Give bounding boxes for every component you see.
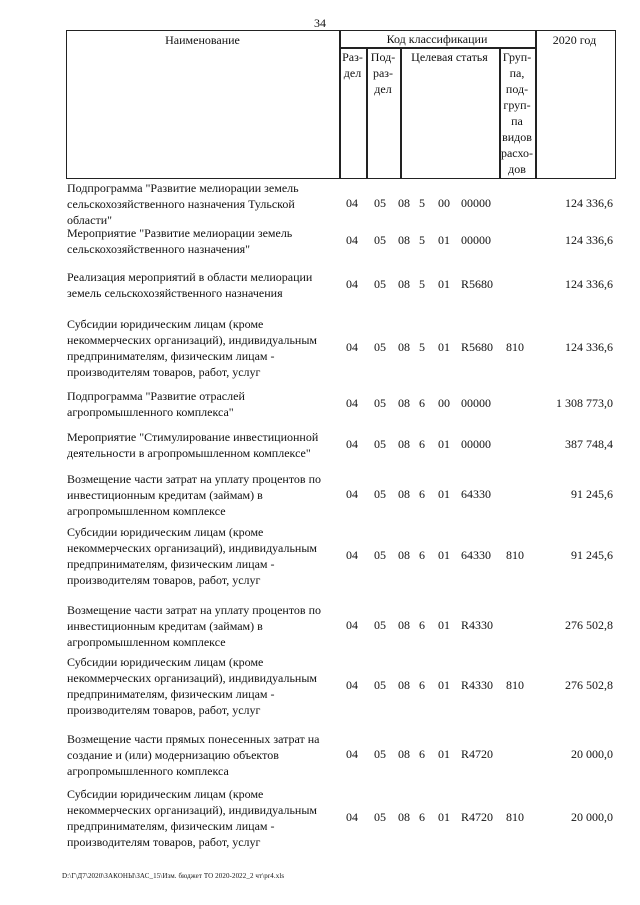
row-direction: 00000 bbox=[461, 396, 491, 410]
row-event: 01 bbox=[438, 618, 450, 632]
row-name: Мероприятие "Развитие мелиорации земель сельскохозяйственного назначения" bbox=[67, 226, 293, 256]
table-row bbox=[0, 316, 640, 380]
row-name: Субсидии юридическим лицам (кроме некоммерческих организаций), индивидуальным предпринимателям, физическим лицам - производителям товаров, работ, услуг bbox=[67, 525, 317, 587]
row-amount: 1 308 773,0 bbox=[556, 396, 613, 410]
row-program: 08 bbox=[398, 233, 410, 247]
row-podrazdel: 05 bbox=[374, 437, 386, 451]
row-podrazdel: 05 bbox=[374, 487, 386, 501]
table-row bbox=[0, 388, 640, 420]
row-program: 08 bbox=[398, 747, 410, 761]
header-target-label: Целевая статья bbox=[411, 50, 488, 64]
row-program: 08 bbox=[398, 277, 410, 291]
row-name: Подпрограмма "Развитие мелиорации земель сельскохозяйственного назначения Тульской области" bbox=[67, 181, 299, 227]
row-direction: R4330 bbox=[461, 678, 494, 692]
table-row bbox=[0, 786, 640, 850]
header-year-label: 2020 год bbox=[552, 33, 597, 47]
table-row bbox=[0, 225, 640, 257]
row-subprogram: 5 bbox=[419, 340, 425, 354]
row-event: 01 bbox=[438, 678, 450, 692]
row-subprogram: 6 bbox=[419, 487, 425, 501]
page-number: 34 bbox=[314, 16, 326, 30]
row-razdel: 04 bbox=[346, 233, 358, 247]
row-amount: 276 502,8 bbox=[565, 618, 613, 632]
row-direction: R4720 bbox=[461, 747, 494, 761]
header-target-cell bbox=[400, 47, 501, 179]
row-amount: 124 336,6 bbox=[565, 233, 613, 247]
row-amount: 20 000,0 bbox=[571, 810, 613, 824]
row-amount: 124 336,6 bbox=[565, 196, 613, 210]
row-event: 00 bbox=[438, 396, 450, 410]
row-razdel: 04 bbox=[346, 277, 358, 291]
row-podrazdel: 05 bbox=[374, 396, 386, 410]
table-row bbox=[0, 269, 640, 301]
row-program: 08 bbox=[398, 618, 410, 632]
row-amount: 91 245,6 bbox=[571, 487, 613, 501]
row-program: 08 bbox=[398, 487, 410, 501]
row-name: Субсидии юридическим лицам (кроме некоммерческих организаций), индивидуальным предпринимателям, физическим лицам - производителям товаров, работ, услуг bbox=[67, 655, 317, 717]
row-event: 01 bbox=[438, 340, 450, 354]
row-razdel: 04 bbox=[346, 810, 358, 824]
header-name-label: Наименование bbox=[165, 33, 240, 47]
row-direction: 00000 bbox=[461, 233, 491, 247]
table-row bbox=[0, 602, 640, 650]
row-subprogram: 5 bbox=[419, 277, 425, 291]
row-program: 08 bbox=[398, 196, 410, 210]
row-program: 08 bbox=[398, 548, 410, 562]
row-podrazdel: 05 bbox=[374, 340, 386, 354]
row-name: Субсидии юридическим лицам (кроме некоммерческих организаций), индивидуальным предпринимателям, физическим лицам - производителям товаров, работ, услуг bbox=[67, 787, 317, 849]
file-path-footer: D:\Г\Д7\2020\ЗАКОНЫ\ЗАС_15\Изм. бюджет ТО 2020-2022_2 чт\pr4.xls bbox=[62, 872, 285, 880]
row-podrazdel: 05 bbox=[374, 810, 386, 824]
row-podrazdel: 05 bbox=[374, 277, 386, 291]
row-program: 08 bbox=[398, 437, 410, 451]
row-subprogram: 6 bbox=[419, 618, 425, 632]
row-event: 01 bbox=[438, 548, 450, 562]
row-direction: R5680 bbox=[461, 277, 494, 291]
row-razdel: 04 bbox=[346, 678, 358, 692]
table-row bbox=[0, 524, 640, 588]
header-razdel-label: Раз- дел bbox=[342, 50, 363, 80]
row-event: 01 bbox=[438, 233, 450, 247]
row-subprogram: 6 bbox=[419, 396, 425, 410]
row-amount: 276 502,8 bbox=[565, 678, 613, 692]
row-subprogram: 6 bbox=[419, 810, 425, 824]
row-name: Возмещение части прямых понесенных затрат на создание и (или) модернизацию объектов агропромышленного комплекса bbox=[67, 732, 320, 778]
row-group: 810 bbox=[506, 678, 524, 692]
row-direction: 00000 bbox=[461, 437, 491, 451]
row-group: 810 bbox=[506, 340, 524, 354]
row-group: 810 bbox=[506, 548, 524, 562]
table-row bbox=[0, 731, 640, 779]
row-razdel: 04 bbox=[346, 396, 358, 410]
row-amount: 20 000,0 bbox=[571, 747, 613, 761]
row-direction: R4720 bbox=[461, 810, 494, 824]
row-amount: 124 336,6 bbox=[565, 340, 613, 354]
header-code-label: Код классификации bbox=[386, 32, 488, 46]
row-name: Возмещение части затрат на уплату процентов по инвестиционным кредитам (займам) в агропромышленном комплексе bbox=[67, 472, 322, 518]
row-direction: 64330 bbox=[461, 487, 491, 501]
row-amount: 124 336,6 bbox=[565, 277, 613, 291]
row-direction: 64330 bbox=[461, 548, 491, 562]
row-name: Реализация мероприятий в области мелиорации земель сельскохозяйственного назначения bbox=[67, 270, 313, 300]
row-direction: R4330 bbox=[461, 618, 494, 632]
row-event: 01 bbox=[438, 487, 450, 501]
row-razdel: 04 bbox=[346, 340, 358, 354]
row-event: 01 bbox=[438, 810, 450, 824]
row-direction: R5680 bbox=[461, 340, 494, 354]
row-group: 810 bbox=[506, 810, 524, 824]
row-subprogram: 6 bbox=[419, 678, 425, 692]
row-podrazdel: 05 bbox=[374, 618, 386, 632]
row-subprogram: 6 bbox=[419, 747, 425, 761]
row-podrazdel: 05 bbox=[374, 196, 386, 210]
row-event: 00 bbox=[438, 196, 450, 210]
table-row bbox=[0, 654, 640, 718]
row-name: Субсидии юридическим лицам (кроме некоммерческих организаций), индивидуальным предпринимателям, физическим лицам - производителям товаров, работ, услуг bbox=[67, 317, 317, 379]
row-name: Мероприятие "Стимулирование инвестиционной деятельности в агропромышленном комплексе" bbox=[67, 430, 319, 460]
row-razdel: 04 bbox=[346, 548, 358, 562]
row-program: 08 bbox=[398, 396, 410, 410]
row-subprogram: 5 bbox=[419, 196, 425, 210]
row-razdel: 04 bbox=[346, 618, 358, 632]
header-name-cell bbox=[66, 30, 341, 179]
row-amount: 91 245,6 bbox=[571, 548, 613, 562]
row-event: 01 bbox=[438, 437, 450, 451]
row-razdel: 04 bbox=[346, 437, 358, 451]
row-amount: 387 748,4 bbox=[565, 437, 613, 451]
row-program: 08 bbox=[398, 810, 410, 824]
row-razdel: 04 bbox=[346, 487, 358, 501]
row-name: Возмещение части затрат на уплату процентов по инвестиционным кредитам (займам) в агропромышленном комплексе bbox=[67, 603, 322, 649]
row-razdel: 04 bbox=[346, 196, 358, 210]
row-subprogram: 6 bbox=[419, 437, 425, 451]
header-year-cell bbox=[535, 30, 616, 179]
row-podrazdel: 05 bbox=[374, 233, 386, 247]
row-podrazdel: 05 bbox=[374, 548, 386, 562]
table-row bbox=[0, 429, 640, 461]
header-podrazdel-label: Под- раз- дел bbox=[370, 50, 396, 96]
row-razdel: 04 bbox=[346, 747, 358, 761]
row-event: 01 bbox=[438, 277, 450, 291]
row-program: 08 bbox=[398, 340, 410, 354]
row-name: Подпрограмма "Развитие отраслей агропромышленного комплекса" bbox=[67, 389, 245, 419]
row-podrazdel: 05 bbox=[374, 678, 386, 692]
table-row bbox=[0, 471, 640, 519]
header-group-label: Груп- па, под- груп- па видов расхо- дов bbox=[500, 50, 534, 176]
row-podrazdel: 05 bbox=[374, 747, 386, 761]
row-event: 01 bbox=[438, 747, 450, 761]
row-subprogram: 5 bbox=[419, 233, 425, 247]
row-direction: 00000 bbox=[461, 196, 491, 210]
row-program: 08 bbox=[398, 678, 410, 692]
table-row bbox=[0, 180, 640, 228]
row-subprogram: 6 bbox=[419, 548, 425, 562]
